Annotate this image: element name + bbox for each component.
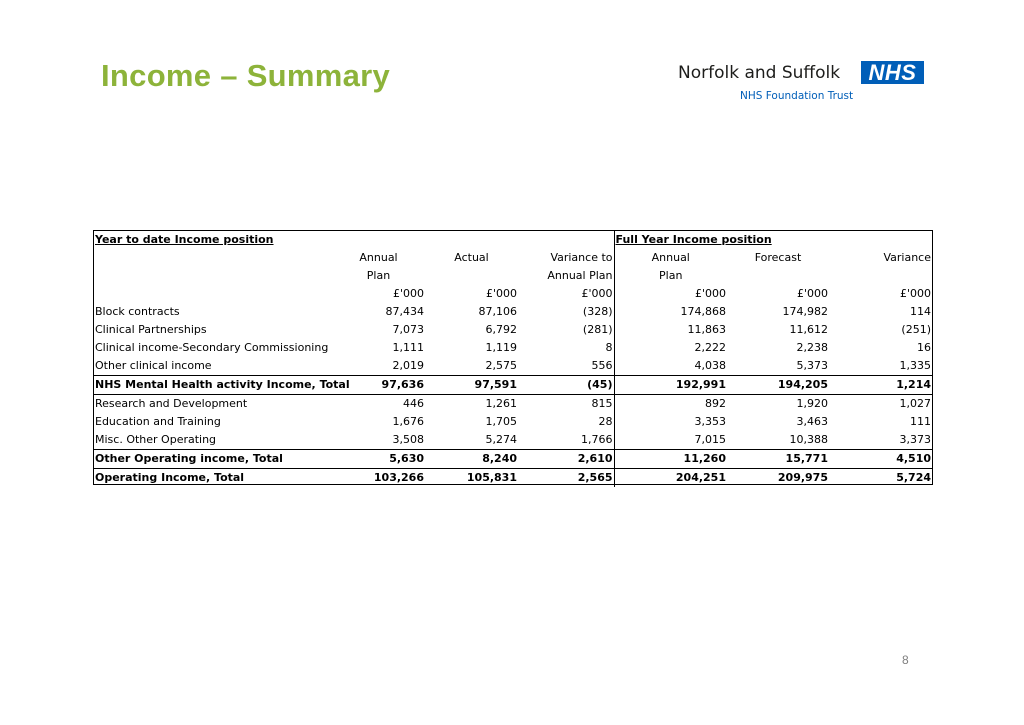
cell: 1,766 [518,431,614,450]
cell: 3,353 [694,415,726,428]
col-ytd-plan-2: Plan [366,269,391,282]
cell: 1,920 [796,397,828,410]
row-label: Clinical income-Secondary Commissioning [95,341,329,354]
unit-cell: £'000 [694,287,726,300]
page-number: 8 [902,653,909,667]
col-fy-forecast: Forecast [754,251,802,264]
table-row-grand-total [94,469,932,488]
cell: 105,831 [466,471,517,484]
table-row [94,339,932,357]
row-label: Block contracts [95,305,180,318]
ytd-heading: Year to date Income position [95,233,274,246]
table-row-total [94,376,932,395]
cell: 11,612 [789,323,828,336]
cell: 7,015 [614,431,727,450]
row-label: Clinical Partnerships [95,323,207,336]
row-label: Misc. Other Operating [94,431,332,450]
row-label: Research and Development [95,397,248,410]
column-header-row [94,249,932,267]
table-row [94,395,932,414]
table-section-heading-row [94,231,932,249]
cell: (281) [518,321,614,339]
cell: 5,724 [896,471,931,484]
col-ytd-variance: Variance to [518,249,614,267]
table-row-total [94,450,932,469]
cell: 8 [518,339,614,357]
cell: 87,106 [478,305,517,318]
cell: 446 [403,397,424,410]
table-row [94,321,932,339]
cell: (45) [518,376,614,395]
cell: 204,251 [675,471,726,484]
row-label: NHS Mental Health activity Income, Total [94,376,332,395]
cell: 1,214 [829,376,932,395]
cell: 11,863 [687,323,726,336]
cell: 4,510 [829,450,932,469]
row-label: Education and Training [95,415,221,428]
nhs-trust-logo [676,59,926,105]
col-fy-plan-2: Plan [659,269,683,282]
cell: 6,792 [485,323,517,336]
col-fy-variance: Variance [883,251,931,264]
row-label: Other Operating income, Total [94,450,332,469]
unit-cell: £'000 [392,287,424,300]
unit-cell: £'000 [485,287,517,300]
cell: 5,274 [425,431,518,450]
cell: 8,240 [425,450,518,469]
logo-trust-name: NHS Foundation Trust [740,90,854,102]
col-fy-plan: Annual [651,251,690,264]
cell: 28 [518,413,614,431]
slide-title: Income – Summary [101,58,391,93]
table-row [94,413,932,431]
cell: 556 [518,357,614,376]
unit-cell: £'000 [899,287,931,300]
cell: 11,260 [614,450,727,469]
col-ytd-actual: Actual [454,251,489,264]
row-label: Other clinical income [94,357,332,376]
cell: 97,636 [332,376,425,395]
table-row [94,303,932,321]
cell: 87,434 [385,305,424,318]
cell: 2,019 [332,357,425,376]
col-ytd-variance-2: Annual Plan [518,267,614,285]
nhs-logo-mark: NHS [861,61,924,84]
cell: (328) [518,303,614,321]
cell: 192,991 [614,376,727,395]
cell: 815 [518,395,614,414]
cell: 7,073 [392,323,424,336]
cell: 3,508 [332,431,425,450]
cell: 1,027 [899,397,931,410]
unit-cell: £'000 [518,285,614,303]
cell: 194,205 [727,376,829,395]
cell: 1,261 [485,397,517,410]
cell: 1,119 [485,341,517,354]
cell: 97,591 [425,376,518,395]
logo-org-name: Norfolk and Suffolk [678,63,841,83]
cell: 1,705 [485,415,517,428]
cell: 209,975 [777,471,828,484]
cell: 103,266 [373,471,424,484]
cell: 16 [917,341,931,354]
cell: 174,868 [680,305,726,318]
units-row [94,285,932,303]
cell: 114 [910,305,931,318]
cell: 5,630 [332,450,425,469]
cell: 5,373 [727,357,829,376]
row-label: Operating Income, Total [95,471,245,484]
income-summary-table [94,231,932,487]
cell: 2,565 [518,469,614,488]
cell: 15,771 [727,450,829,469]
cell: 3,463 [796,415,828,428]
cell: 2,222 [694,341,726,354]
income-table [93,230,933,485]
cell: 1,676 [392,415,424,428]
table-row [94,431,932,450]
cell: 111 [910,415,931,428]
table-row [94,357,932,376]
cell: 2,575 [425,357,518,376]
cell: 3,373 [829,431,932,450]
cell: 4,038 [614,357,727,376]
cell: 1,111 [392,341,424,354]
col-ytd-plan: Annual [359,251,398,264]
unit-cell: £'000 [796,287,828,300]
cell: 892 [705,397,726,410]
cell: 2,238 [796,341,828,354]
cell: 10,388 [727,431,829,450]
column-header-row-2 [94,267,932,285]
fy-heading: Full Year Income position [615,233,772,246]
cell: 174,982 [782,305,828,318]
cell: 2,610 [518,450,614,469]
cell: 1,335 [829,357,932,376]
cell: (251) [901,323,931,336]
